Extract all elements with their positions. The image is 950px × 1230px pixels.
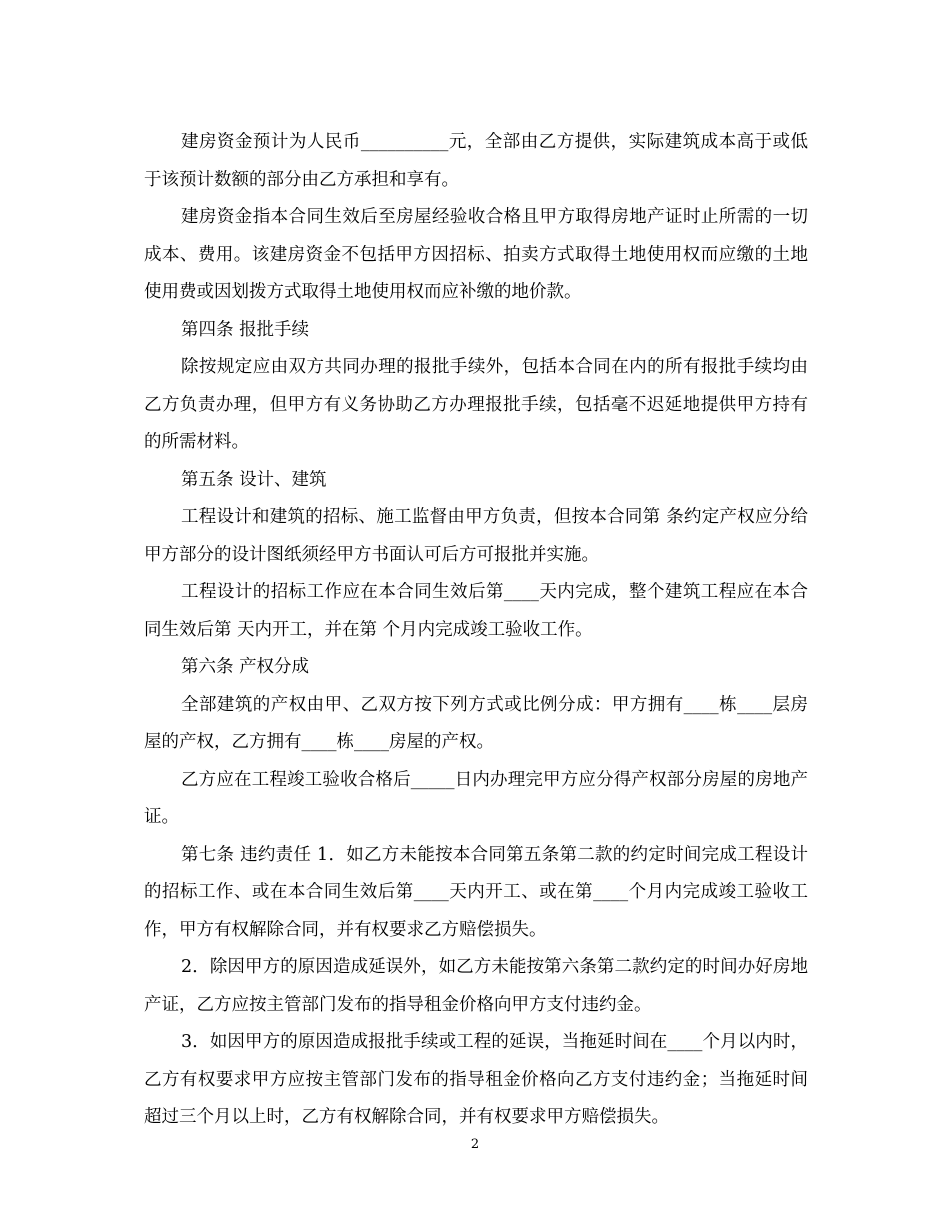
paragraph-construction-fund-definition: 建房资金指本合同生效后至房屋经验收合格且甲方取得房地产证时止所需的一切成本、费用。该建房资金不包括甲方因招标、拍卖方式取得土地使用权而应缴的土地使用费或因划拨方式取得土地使用权而应补缴的地价款。 xyxy=(144,207,808,302)
article-6-heading: 第六条 产权分成 xyxy=(181,657,310,677)
paragraph-property-certificate: 乙方应在工程竣工验收合格后_____日内办理完甲方应分得产权部分房屋的房地产证。 xyxy=(144,769,808,827)
paragraph-design-tender-schedule: 工程设计的招标工作应在本合同生效后第____天内完成，整个建筑工程应在本合同生效后第 天内开工，并在第 个月内完成竣工验收工作。 xyxy=(144,582,808,640)
paragraph-construction-fund-estimate: 建房资金预计为人民币__________元，全部由乙方提供，实际建筑成本高于或低于该预计数额的部分由乙方承担和享有。 xyxy=(144,132,808,190)
paragraph-article-7-breach-1: 第七条 违约责任 1．如乙方未能按本合同第五条第二款的约定时间完成工程设计的招标工作、或在本合同生效后第____天内开工、或在第____个月内完成竣工验收工作，甲方有权解除合同，并有权要求乙方赔偿损失。 xyxy=(144,844,808,940)
article-4-heading: 第四条 报批手续 xyxy=(181,319,310,340)
paragraph-property-split: 全部建筑的产权由甲、乙双方按下列方式或比例分成：甲方拥有____栋____层房屋的产权，乙方拥有____栋____房屋的产权。 xyxy=(144,694,808,752)
paragraph-article-7-breach-3: 3．如因甲方的原因造成报批手续或工程的延误，当拖延时间在____个月以内时，乙方有权要求甲方应按主管部门发布的指导租金价格向乙方支付违约金；当拖延时间超过三个月以上时，乙方有权解除合同，并有权要求甲方赔偿损失。 xyxy=(144,1032,808,1127)
article-5-heading: 第五条 设计、建筑 xyxy=(181,469,327,490)
paragraph-article-7-breach-2: 2．除因甲方的原因造成延误外，如乙方未能按第六条第二款约定的时间办好房地产证，乙方应按主管部门发布的指导租金价格向甲方支付违约金。 xyxy=(144,957,808,1015)
page-number: 2 xyxy=(470,1137,480,1152)
paragraph-approval-procedures: 除按规定应由双方共同办理的报批手续外，包括本合同在内的所有报批手续均由乙方负责办理，但甲方有义务协助乙方办理报批手续，包括毫不迟延地提供甲方持有的所需材料。 xyxy=(144,357,808,452)
paragraph-design-construction-supervision: 工程设计和建筑的招标、施工监督由甲方负责，但按本合同第 条约定产权应分给甲方部分的设计图纸须经甲方书面认可后方可报批并实施。 xyxy=(144,507,808,565)
document-body xyxy=(144,124,808,1137)
